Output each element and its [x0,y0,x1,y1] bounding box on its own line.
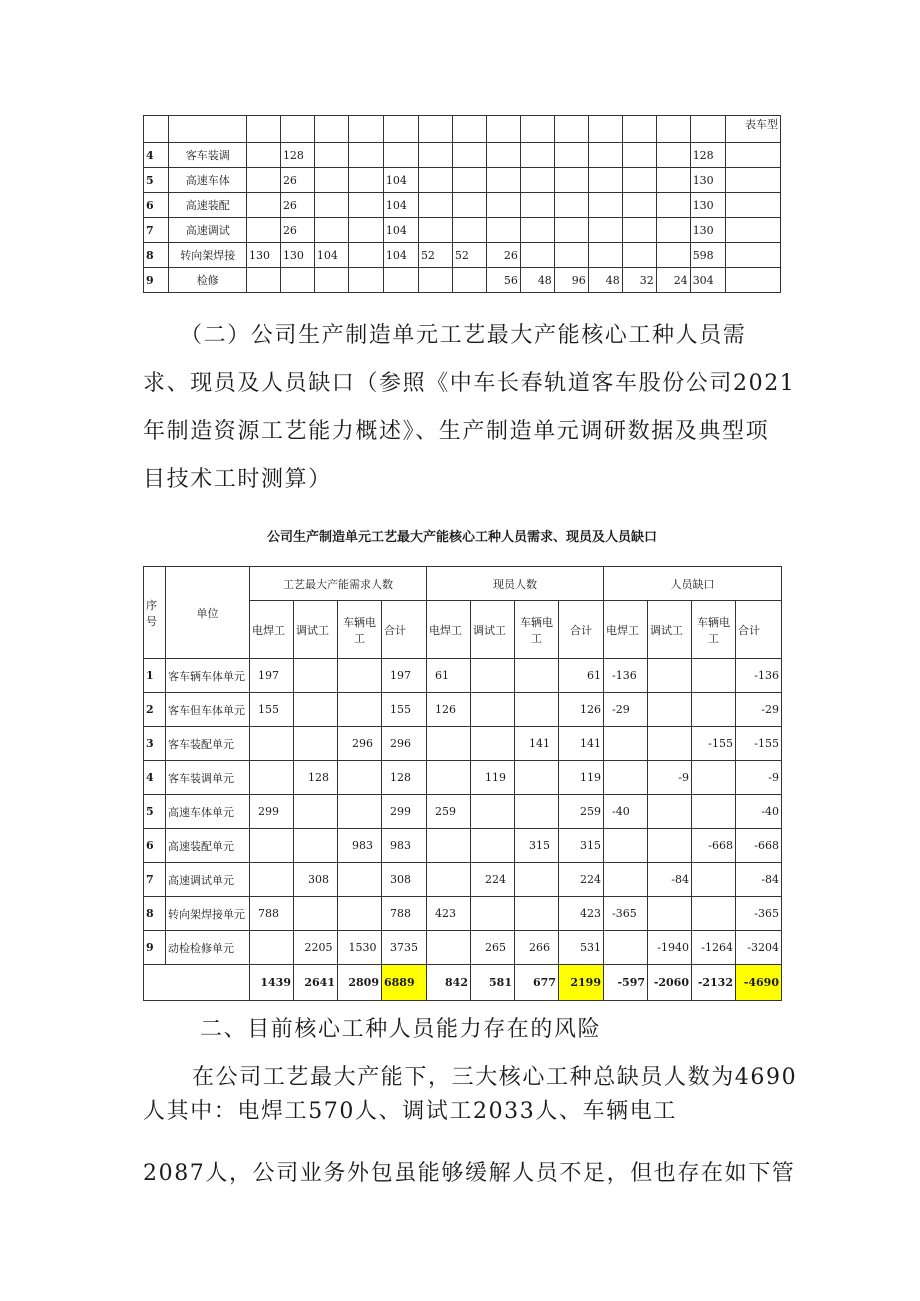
value-cell [520,168,554,193]
empty-cell [725,218,780,243]
value-cell: 2205 [294,931,338,965]
value-cell: 788 [382,897,427,931]
value-cell [656,143,690,168]
value-cell [515,795,559,829]
value-cell [656,218,690,243]
value-cell: 531 [559,931,604,965]
value-cell: -136 [736,659,782,693]
unit-name: 客车但车体单元 [166,693,250,727]
value-cell [554,168,588,193]
value-cell: -668 [692,829,736,863]
value-cell: 299 [382,795,427,829]
totals-row [144,965,782,1001]
value-cell: 52 [452,243,486,268]
value-cell: -3204 [736,931,782,965]
value-cell [348,193,383,218]
sub-header-electrician: 车辆电工 [515,601,559,659]
table-row [144,727,782,761]
empty-cell [725,143,780,168]
unit-name: 客车装调单元 [166,761,250,795]
group-header-current: 现员人数 [427,567,604,601]
value-cell [452,218,486,243]
total-cell: 2809 [338,965,382,1001]
value-cell [648,795,692,829]
value-cell [471,795,515,829]
value-cell [648,659,692,693]
value-cell: 130 [280,243,314,268]
value-cell [604,829,648,863]
value-cell: -84 [736,863,782,897]
value-cell [294,693,338,727]
value-cell [427,931,471,965]
sub-header-tester: 调试工 [294,601,338,659]
value-cell [314,218,348,243]
value-cell [588,193,622,218]
row-name: 转向架焊接 [169,243,247,268]
row-number: 5 [144,795,166,829]
value-cell [604,727,648,761]
value-cell [250,829,294,863]
value-cell: -29 [736,693,782,727]
unit-name: 高速调试单元 [166,863,250,897]
value-cell [338,863,382,897]
value-cell: -40 [604,795,648,829]
value-cell [520,193,554,218]
value-cell: 104 [383,193,418,218]
value-cell: 3735 [382,931,427,965]
grand-total-cell: 6889 [382,965,427,1001]
row-number: 9 [144,931,166,965]
value-cell [314,168,348,193]
table2-title: 公司生产制造单元工艺最大产能核心工种人员需求、现员及人员缺口 [266,530,657,545]
unit-name: 转向架焊接单元 [166,897,250,931]
section3-line-1: 在公司工艺最大产能下，三大核心工种总缺员人数为4690 [192,1065,798,1090]
value-cell [452,268,486,293]
value-cell: 197 [250,659,294,693]
value-cell: 296 [338,727,382,761]
value-cell [418,268,452,293]
total-cell: 128 [690,143,725,168]
value-cell [338,659,382,693]
value-cell: 26 [280,218,314,243]
value-cell: -9 [736,761,782,795]
value-cell: 155 [250,693,294,727]
value-cell [452,193,486,218]
value-cell [520,243,554,268]
group-header-demand: 工艺最大产能需求人数 [250,567,427,601]
row-name: 客车装调 [169,143,247,168]
total-cell: 677 [515,965,559,1001]
unit-name: 动检检修单元 [166,931,250,965]
section2-line-4: 目技术工时测算） [143,467,332,492]
col-header-no: 序号 [144,567,166,659]
value-cell: 224 [559,863,604,897]
value-cell [648,897,692,931]
value-cell [471,829,515,863]
value-cell [588,218,622,243]
value-cell: 266 [515,931,559,965]
value-cell: 119 [559,761,604,795]
value-cell: 296 [382,727,427,761]
value-cell: -1940 [648,931,692,965]
value-cell: 315 [559,829,604,863]
value-cell [515,659,559,693]
unit-name: 高速车体单元 [166,795,250,829]
value-cell: 983 [338,829,382,863]
value-cell: 259 [559,795,604,829]
value-cell [418,168,452,193]
value-cell [622,243,656,268]
value-cell [486,143,520,168]
value-cell [486,193,520,218]
row-name: 高速调试 [169,218,247,243]
value-cell [515,761,559,795]
grand-total-cell: -4690 [736,965,782,1001]
value-cell: -1264 [692,931,736,965]
value-cell: 141 [559,727,604,761]
value-cell [471,727,515,761]
value-cell [250,761,294,795]
value-cell: 983 [382,829,427,863]
value-cell: 32 [622,268,656,293]
table-row [144,659,782,693]
value-cell [314,143,348,168]
value-cell [338,795,382,829]
row-number: 2 [144,693,166,727]
value-cell [604,761,648,795]
value-cell: -155 [736,727,782,761]
value-cell [427,863,471,897]
value-cell [338,897,382,931]
sub-header-welder: 电焊工 [604,601,648,659]
value-cell [471,659,515,693]
row-name: 高速装配 [169,193,247,218]
total-cell: 842 [427,965,471,1001]
value-cell: -84 [648,863,692,897]
col-header-unit: 单位 [166,567,250,659]
value-cell: 104 [314,243,348,268]
value-cell [588,243,622,268]
value-cell [280,268,314,293]
total-cell: 2641 [294,965,338,1001]
group-header-gap: 人员缺口 [604,567,782,601]
value-cell [348,168,383,193]
total-cell: 130 [690,218,725,243]
sub-header-welder: 电焊工 [427,601,471,659]
value-cell: 308 [382,863,427,897]
row-number: 5 [144,168,169,193]
value-cell [246,268,280,293]
value-cell: 26 [280,168,314,193]
table-row [144,243,781,268]
value-cell [622,218,656,243]
value-cell [427,829,471,863]
value-cell: 197 [382,659,427,693]
value-cell [250,727,294,761]
value-cell [338,761,382,795]
value-cell [692,897,736,931]
value-cell [294,829,338,863]
row-number: 8 [144,243,169,268]
value-cell [338,693,382,727]
value-cell: 224 [471,863,515,897]
value-cell: 104 [383,243,418,268]
vehicle-type-table [143,115,781,293]
total-cell: 1439 [250,965,294,1001]
empty-cell [725,168,780,193]
value-cell [692,659,736,693]
table-row [144,761,782,795]
value-cell [622,193,656,218]
value-cell: -9 [648,761,692,795]
value-cell [520,218,554,243]
empty-cell [725,193,780,218]
value-cell: 48 [520,268,554,293]
value-cell: 128 [280,143,314,168]
sub-header-tester: 调试工 [471,601,515,659]
value-cell [427,727,471,761]
section3-line-2: 人其中：电焊工570人、调试工2033人、车辆电工 [143,1099,677,1124]
section3-heading: 二、目前核心工种人员能力存在的风险 [200,1017,602,1042]
value-cell: 259 [427,795,471,829]
value-cell [656,168,690,193]
total-cell: 304 [690,268,725,293]
value-cell [294,727,338,761]
value-cell [314,193,348,218]
value-cell: 104 [383,168,418,193]
value-cell: 56 [486,268,520,293]
value-cell: 26 [280,193,314,218]
total-cell: -2060 [648,965,692,1001]
empty-cell [725,243,780,268]
total-cell: 598 [690,243,725,268]
value-cell [427,761,471,795]
row-name: 高速车体 [169,168,247,193]
value-cell: 61 [427,659,471,693]
section2-line-2: 求、现员及人员缺口（参照《中车长春轨道客车股份公司2021 [143,371,796,396]
value-cell: 141 [515,727,559,761]
value-cell: 104 [383,218,418,243]
sub-header-total: 合计 [736,601,782,659]
value-cell: 423 [427,897,471,931]
value-cell [452,143,486,168]
table-row [144,795,782,829]
value-cell: 265 [471,931,515,965]
value-cell [554,243,588,268]
grand-total-cell: 2199 [559,965,604,1001]
total-cell: -2132 [692,965,736,1001]
value-cell: 26 [486,243,520,268]
sub-header-electrician: 车辆电工 [338,601,382,659]
value-cell: 1530 [338,931,382,965]
value-cell [418,218,452,243]
value-cell [246,193,280,218]
row-number: 3 [144,727,166,761]
row-name: 检修 [169,268,247,293]
value-cell: 48 [588,268,622,293]
value-cell: 128 [382,761,427,795]
value-cell [250,863,294,897]
value-cell [554,218,588,243]
value-cell [418,193,452,218]
table-row [144,829,782,863]
value-cell [471,897,515,931]
value-cell [515,863,559,897]
value-cell [692,693,736,727]
value-cell [471,693,515,727]
value-cell: 155 [382,693,427,727]
value-cell [383,143,418,168]
value-cell [246,168,280,193]
total-cell: 130 [690,168,725,193]
value-cell: 61 [559,659,604,693]
section2-line-3: 年制造资源工艺能力概述》、生产制造单元调研数据及典型项 [143,419,770,444]
table-row [144,693,782,727]
sub-header-welder: 电焊工 [250,601,294,659]
value-cell [452,168,486,193]
unit-name: 客车装配单元 [166,727,250,761]
row-number: 4 [144,143,169,168]
value-cell: -155 [692,727,736,761]
table-row [144,268,781,293]
value-cell [348,268,383,293]
unit-name: 高速装配单元 [166,829,250,863]
value-cell: 24 [656,268,690,293]
value-cell [692,863,736,897]
table-row [144,897,782,931]
value-cell: -365 [604,897,648,931]
value-cell [692,761,736,795]
value-cell: 126 [559,693,604,727]
value-cell [294,897,338,931]
value-cell: 119 [471,761,515,795]
value-cell [348,243,383,268]
value-cell [588,168,622,193]
value-cell [348,143,383,168]
value-cell [294,795,338,829]
row-number: 7 [144,863,166,897]
value-cell [515,693,559,727]
value-cell: 128 [294,761,338,795]
value-cell [604,863,648,897]
value-cell [648,693,692,727]
value-cell: 423 [559,897,604,931]
unit-name: 客车辆车体单元 [166,659,250,693]
table-row [144,931,782,965]
value-cell [246,218,280,243]
table2-group-header-row [144,567,782,601]
table-row [144,863,782,897]
value-cell [486,218,520,243]
table-row [144,143,781,168]
value-cell: 130 [246,243,280,268]
section3-line-3: 2087人，公司业务外包虽能够缓解人员不足，但也存在如下管 [143,1161,796,1186]
value-cell: 96 [554,268,588,293]
value-cell [294,659,338,693]
value-cell: 52 [418,243,452,268]
table-row [144,168,781,193]
value-cell [383,268,418,293]
value-cell [554,143,588,168]
totals-label-cell [144,965,250,1001]
value-cell: -40 [736,795,782,829]
table-row [144,218,781,243]
table-header-row [144,116,781,143]
value-cell [246,143,280,168]
value-cell: -136 [604,659,648,693]
value-cell [604,931,648,965]
value-cell: 788 [250,897,294,931]
value-cell [515,897,559,931]
row-number: 7 [144,218,169,243]
value-cell: -29 [604,693,648,727]
value-cell: 299 [250,795,294,829]
sub-header-tester: 调试工 [648,601,692,659]
empty-cell [725,268,780,293]
value-cell [588,143,622,168]
value-cell [314,268,348,293]
row-number: 6 [144,829,166,863]
value-cell: -668 [736,829,782,863]
value-cell [656,243,690,268]
sub-header-total: 合计 [382,601,427,659]
value-cell [648,829,692,863]
staffing-gap-table [143,566,782,1001]
value-cell [348,218,383,243]
value-cell [486,168,520,193]
value-cell [250,931,294,965]
row-number: 6 [144,193,169,218]
sub-header-total: 合计 [559,601,604,659]
total-cell: 581 [471,965,515,1001]
value-cell: 126 [427,693,471,727]
value-cell [656,193,690,218]
value-cell [622,168,656,193]
row-number: 1 [144,659,166,693]
value-cell [622,143,656,168]
row-number: 9 [144,268,169,293]
row-number: 8 [144,897,166,931]
vehicle-type-header: 表车型 [725,116,780,143]
table-row [144,193,781,218]
value-cell [418,143,452,168]
value-cell: 315 [515,829,559,863]
value-cell [520,143,554,168]
value-cell: -365 [736,897,782,931]
value-cell [692,795,736,829]
total-cell: 130 [690,193,725,218]
sub-header-electrician: 车辆电工 [692,601,736,659]
row-number: 4 [144,761,166,795]
section2-line-1: （二）公司生产制造单元工艺最大产能核心工种人员需 [180,323,747,348]
value-cell: 308 [294,863,338,897]
total-cell: -597 [604,965,648,1001]
value-cell [554,193,588,218]
value-cell [648,727,692,761]
